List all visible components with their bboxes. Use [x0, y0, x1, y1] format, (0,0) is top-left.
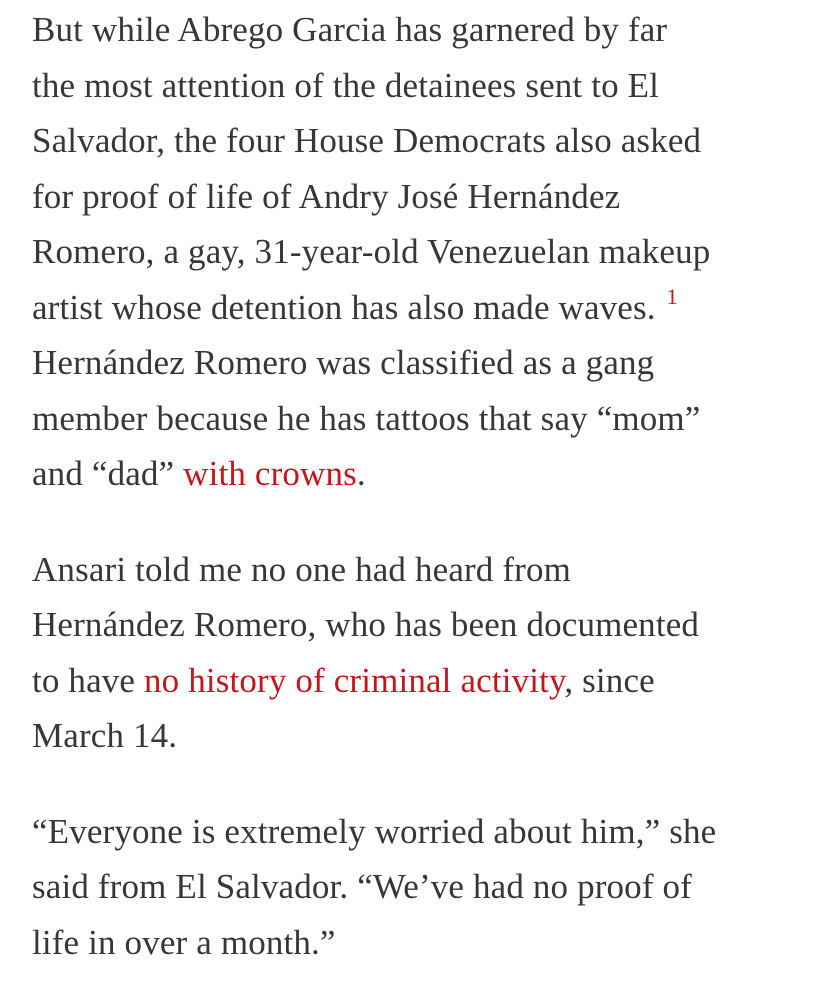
text-line-with-footnote: [32, 280, 792, 336]
footnote-reference[interactable]: 1: [666, 283, 678, 309]
text-segment: to have: [32, 660, 136, 700]
text-line: Hernández Romero, who has been documented: [32, 605, 700, 644]
text-line: the most attention of the detainees sent to El: [32, 65, 660, 105]
text-segment: .: [356, 454, 366, 493]
text-line: life in over a month.”: [32, 922, 336, 962]
text-line: for proof of life of Andry José Hernández: [32, 176, 621, 216]
text-segment: , since: [564, 660, 655, 700]
paragraph-1: [32, 2, 792, 502]
text-line: Ansari told me no one had heard from: [32, 549, 571, 589]
paragraph-3: [32, 804, 792, 971]
text-line: Hernández Romero was classified as a gang: [32, 343, 655, 382]
article-body: [32, 2, 792, 970]
text-line: “Everyone is extremely worried about him,” she: [32, 811, 717, 851]
text-line: Romero, a gay, 31-year-old Venezuelan makeup: [32, 232, 711, 271]
text-line: But while Abrego Garcia has garnered by far: [32, 10, 668, 49]
text-line: member because he has tattoos that say “mom”: [32, 398, 701, 438]
text-line: said from El Salvador. “We’ve had no proof of: [32, 867, 692, 906]
text-segment: and “dad”: [32, 454, 175, 493]
text-segment: artist whose detention has also made waves.: [32, 287, 656, 327]
no-criminal-history-link[interactable]: no history of criminal activity: [144, 660, 565, 700]
with-crowns-link[interactable]: with crowns: [183, 454, 357, 493]
text-line: March 14.: [32, 716, 178, 755]
paragraph-2: [32, 542, 792, 764]
text-line-with-link: [32, 446, 792, 502]
text-line-with-link: [32, 653, 792, 709]
text-line: Salvador, the four House Democrats also asked: [32, 121, 702, 160]
